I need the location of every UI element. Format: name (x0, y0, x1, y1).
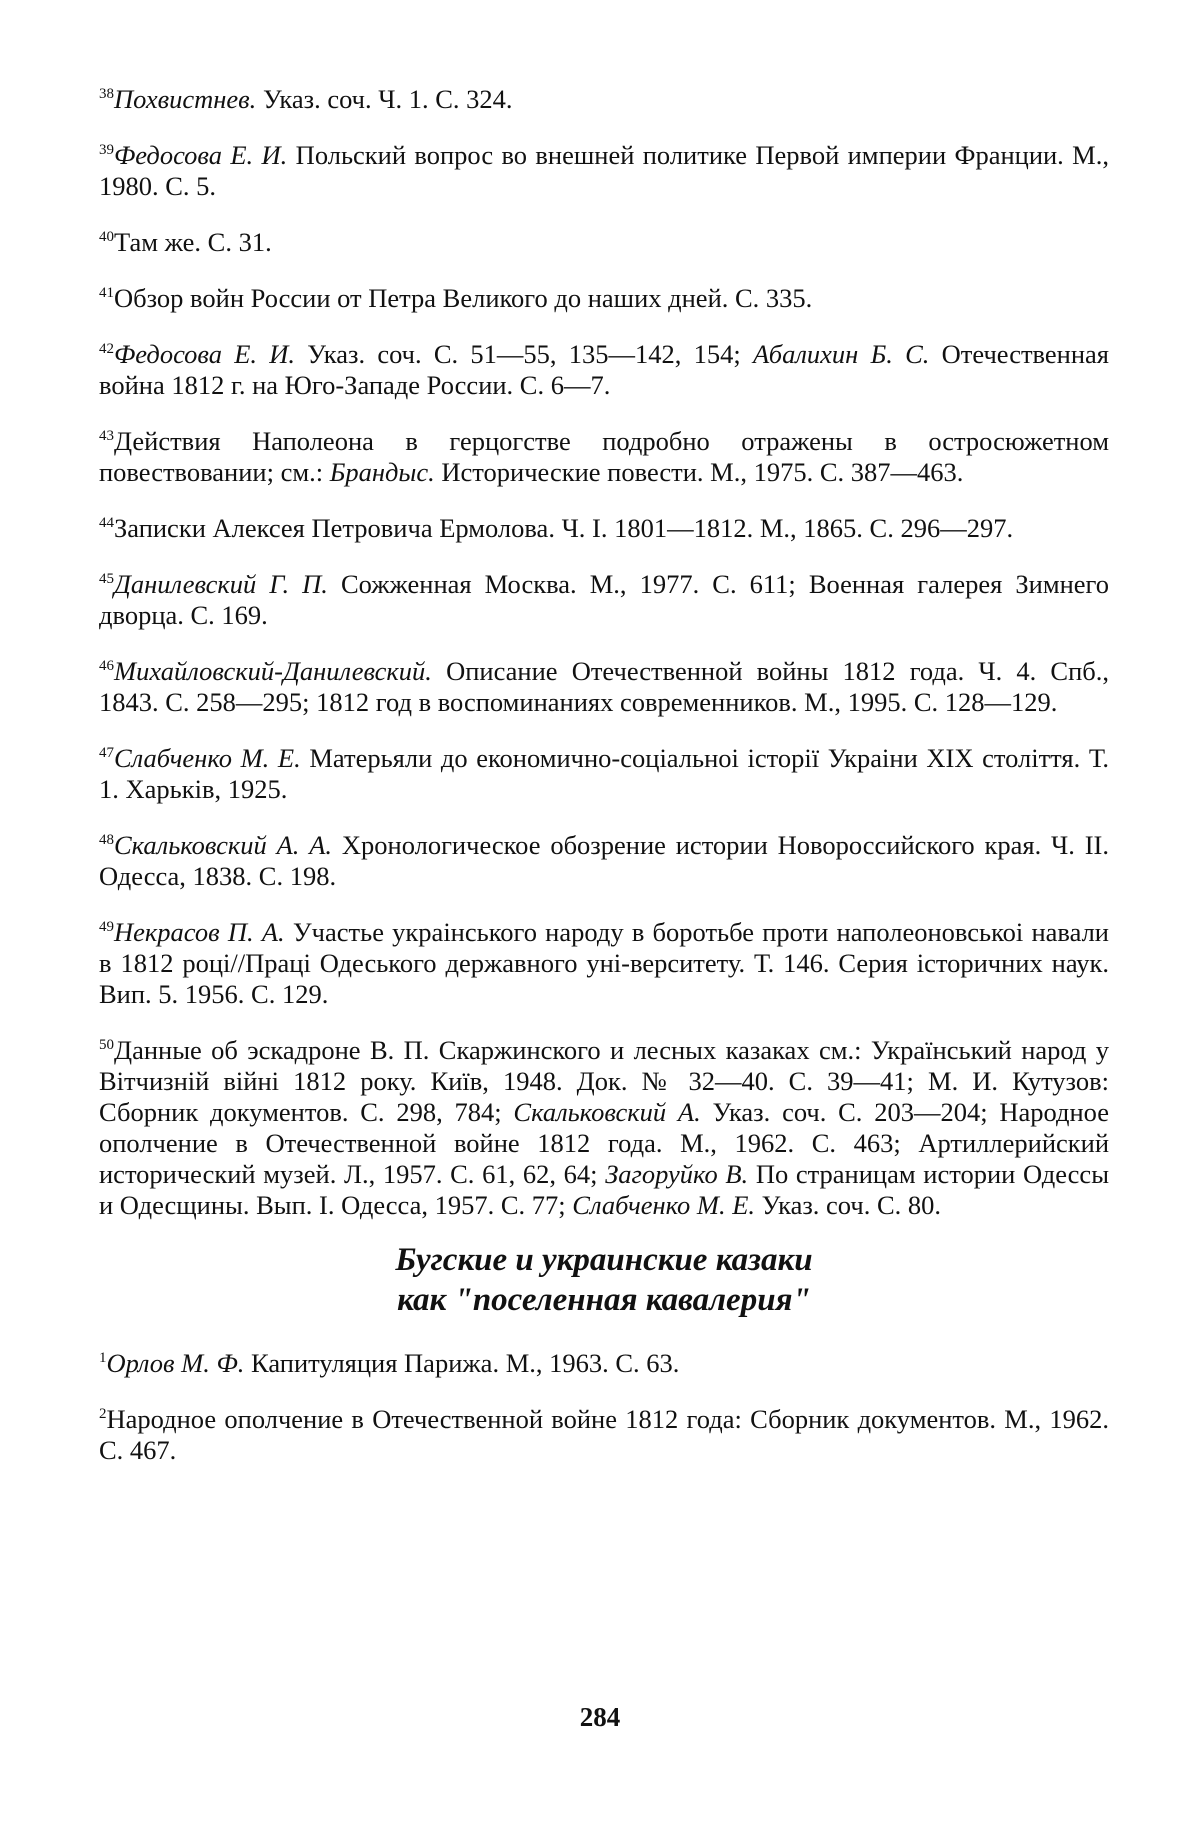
footnote-text: Указ. соч. Ч. 1. С. 324. (256, 84, 513, 114)
footnote-number: 41 (99, 285, 114, 302)
footnote-45 (99, 569, 1109, 631)
footnote-47 (99, 743, 1109, 805)
footnote-text: Указ. соч. С. 51—55, 135—142, 154; (295, 339, 753, 369)
footnote-number: 42 (99, 341, 114, 358)
footnote-text: Исторические повести. М., 1975. С. 387—463. (434, 457, 964, 487)
footnote-author: Федосова Е. И. (114, 339, 296, 369)
footnote-46 (99, 656, 1109, 718)
section-heading-line-1: Бугские и украинские казаки (395, 1242, 813, 1278)
footnote-text: Данные об эскадроне В. П. Скаржинского и лесных казаках см.: Український народ у Вітчизній війні 1812 року. Київ, 1948. Док. № 32—40. С. 39—41; М. И. Кутузов: Сборник документов. С. 298, 784; (99, 1035, 1109, 1127)
footnote-42 (99, 339, 1109, 401)
footnote-48 (99, 830, 1109, 892)
footnote-author: Данилевский Г. П. (114, 569, 328, 599)
footnote-author: Слабченко М. Е. (114, 743, 301, 773)
footnote-number: 45 (99, 571, 114, 588)
footnote-number: 50 (99, 1037, 114, 1054)
footnote-author: Скальковский А. А. (114, 830, 333, 860)
footnote-number: 46 (99, 658, 114, 675)
footnote-author: Похвистнев. (114, 84, 257, 114)
footnote-author: Орлов М. Ф. (106, 1348, 245, 1378)
footnote-number: 40 (99, 229, 114, 246)
footnote-text: Сожженная Москва. М., 1977. С. 611; Военная галерея Зимнего дворца. С. 169. (99, 569, 1110, 630)
page-content (99, 84, 1109, 1491)
footnote-text: Капитуляция Парижа. М., 1963. С. 63. (244, 1348, 680, 1378)
footnote-number: 1 (99, 1350, 107, 1367)
footnote-text: Описание Отечественной войны 1812 года. Ч. 4. Спб., 1843. С. 258—295; 1812 год в воспоминаниях современников. М., 1995. С. 128—129. (99, 656, 1109, 717)
footnote-author: Загоруйко В. (605, 1159, 749, 1189)
footnote-author: Михайловский-Данилевский. (114, 656, 432, 686)
footnote-text: Хронологическое обозрение истории Новороссийского края. Ч. II. Одесса, 1838. С. 198. (99, 830, 1109, 891)
footnote-text: Записки Алексея Петровича Ермолова. Ч. I. 1801—1812. М., 1865. С. 296—297. (114, 513, 1014, 543)
footnote-40 (99, 227, 1109, 258)
footnote-text: Матерьяли до економично-соціальноі історії Украіни XIX століття. Т. 1. Харьків, 1925. (99, 743, 1110, 804)
footnote-author: Федосова Е. И. (114, 140, 288, 170)
footnote-2 (99, 1404, 1109, 1466)
footnote-number: 48 (99, 832, 114, 849)
footnotes-list-section (99, 1348, 1109, 1466)
footnote-41 (99, 283, 1109, 314)
section-heading-line-2: как "поселенная кавалерия" (397, 1282, 811, 1318)
page-number: 284 (579, 1702, 621, 1732)
footnote-text: Польский вопрос во внешней политике Первой империи Франции. М., 1980. С. 5. (99, 140, 1109, 201)
footnote-50 (99, 1035, 1109, 1221)
footnote-author: Брандыс. (329, 457, 435, 487)
footnote-text: Отечественная война 1812 г. на Юго-Западе России. С. 6—7. (99, 339, 1109, 400)
footnote-number: 44 (99, 515, 114, 532)
footnote-39 (99, 140, 1109, 202)
section-heading (99, 1240, 1109, 1320)
footnote-text: Народное ополчение в Отечественной войне 1812 года: Сборник документов. М., 1962. С. 467. (99, 1404, 1109, 1465)
footnote-text: Там же. С. 31. (114, 227, 272, 257)
footnote-text: Участье украінського народу в боротьбе проти наполеоновськоі навали в 1812 році//Праці Одеського державного уні-верситету. Т. 146. Серия історичних наук. Вип. 5. 1956. С. 129. (99, 917, 1109, 1009)
footnote-text: Действия Наполеона в герцогстве подробно отражены в остросюжетном повествовании; см.: (99, 426, 1109, 487)
footnote-text: Указ. соч. С. 203—204; Народное ополчение в Отечественной войне 1812 года. М., 1962. С. 463; Артиллерийский исторический музей. Л., 1957. С. 61, 62, 64; (99, 1097, 1109, 1189)
footnote-author: Слабченко М. Е. (572, 1190, 756, 1220)
footnote-text: Обзор войн России от Петра Великого до наших дней. С. 335. (114, 283, 813, 313)
footnote-number: 47 (99, 745, 114, 762)
footnote-43 (99, 426, 1109, 488)
footnote-text: По страницам истории Одессы и Одесщины. Вып. I. Одесса, 1957. С. 77; (99, 1159, 1109, 1220)
footnote-49 (99, 917, 1109, 1010)
footnote-author: Абалихин Б. С. (753, 339, 930, 369)
footnote-number: 49 (99, 919, 114, 936)
footnote-38 (99, 84, 1109, 115)
footnote-44 (99, 513, 1109, 544)
footnote-text: Указ. соч. С. 80. (755, 1190, 941, 1220)
footnote-number: 39 (99, 142, 114, 159)
footnote-number: 43 (99, 428, 114, 445)
footnote-number: 38 (99, 86, 114, 103)
footnote-1 (99, 1348, 1109, 1379)
footnote-author: Некрасов П. А. (114, 917, 285, 947)
footnotes-list (99, 84, 1109, 1221)
footnote-number: 2 (99, 1406, 107, 1423)
footnote-author: Скальковский А. (513, 1097, 701, 1127)
